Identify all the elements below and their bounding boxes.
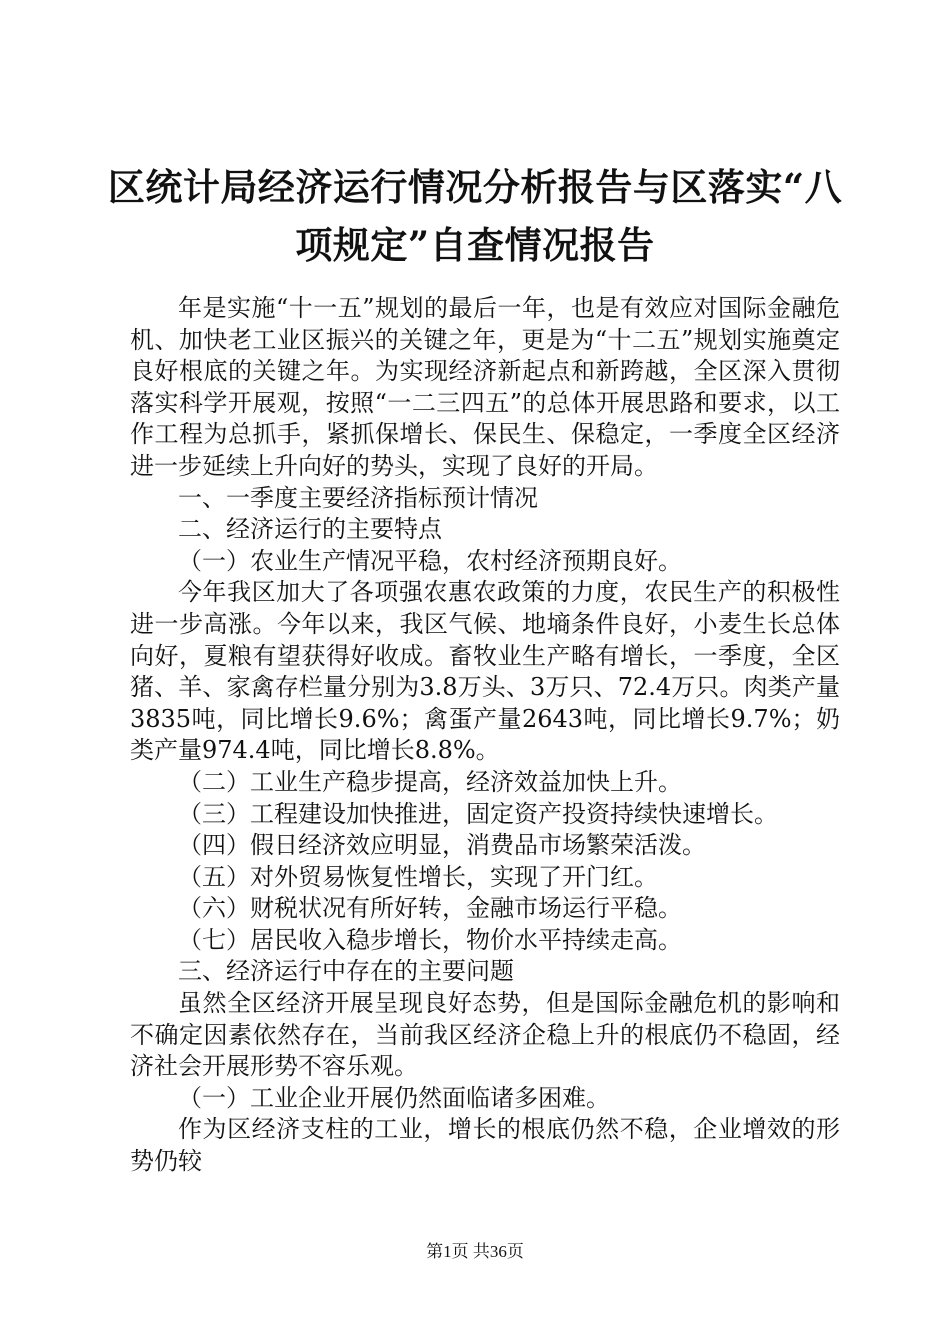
section-heading-2: 二、经济运行的主要特点 <box>178 515 442 544</box>
subsection-heading-trade: （五）对外贸易恢复性增长，实现了开门红。 <box>178 862 658 891</box>
subsection-heading-finance: （六）财税状况有所好转，金融市场运行平稳。 <box>178 894 682 923</box>
title-line-2: 项规定”自查情况报告 <box>295 223 655 267</box>
subsection-heading-investment: （三）工程建设加快推进，固定资产投资持续快速增长。 <box>178 799 778 828</box>
subsection-heading-consumption: （四）假日经济效应明显，消费品市场繁荣活泼。 <box>178 831 706 860</box>
subsection-heading-industry-difficulties: （一）工业企业开展仍然面临诸多困难。 <box>178 1083 610 1112</box>
subsection-heading-income: （七）居民收入稳步增长，物价水平持续走高。 <box>178 925 682 954</box>
section-heading-1: 一、一季度主要经济指标预计情况 <box>178 483 538 512</box>
section-heading-3: 三、经济运行中存在的主要问题 <box>178 957 514 986</box>
subsection-heading-agriculture: （一）农业生产情况平稳，农村经济预期良好。 <box>178 546 682 575</box>
title-line-1: 区统计局经济运行情况分析报告与区落实“八 <box>107 165 843 209</box>
paragraph-problems: 虽然全区经济开展呈现良好态势，但是国际金融危机的影响和不确定因素依然存在，当前我区经济企稳上升的根底仍不稳固，经济社会开展形势不容乐观。 <box>130 989 840 1081</box>
paragraph-intro: 年是实施“十一五”规划的最后一年，也是有效应对国际金融危机、加快老工业区振兴的关键之年，更是为“十二五”规划实施奠定良好根底的关键之年。为实现经济新起点和新跨越，全区深入贯彻落实科学开展观，按照“一二三四五”的总体开展思路和要求，以工作工程为总抓手，紧抓保增长、保民生、保稳定，一季度全区经济进一步延续上升向好的势头，实现了良好的开局。 <box>130 294 840 480</box>
document-title <box>90 158 860 274</box>
page-number-footer: 第1页 共36页 <box>426 1242 524 1261</box>
subsection-heading-industry: （二）工业生产稳步提高，经济效益加快上升。 <box>178 767 682 796</box>
paragraph-industry-difficulties: 作为区经济支柱的工业，增长的根底仍然不稳，企业增效的形势仍较 <box>130 1115 840 1176</box>
document-body <box>130 293 840 1178</box>
paragraph-agriculture: 今年我区加大了各项强农惠农政策的力度，农民生产的积极性进一步高涨。今年以来，我区气候、地墒条件良好，小麦生长总体向好，夏粮有望获得好收成。畜牧业生产略有增长，一季度，全区猪、羊、家禽存栏量分别为3.8万头、3万只、72.4万只。肉类产量3835吨，同比增长9.6%；禽蛋产量2643吨，同比增长9.7%；奶类产量974.4吨，同比增长8.8%。 <box>130 578 840 765</box>
